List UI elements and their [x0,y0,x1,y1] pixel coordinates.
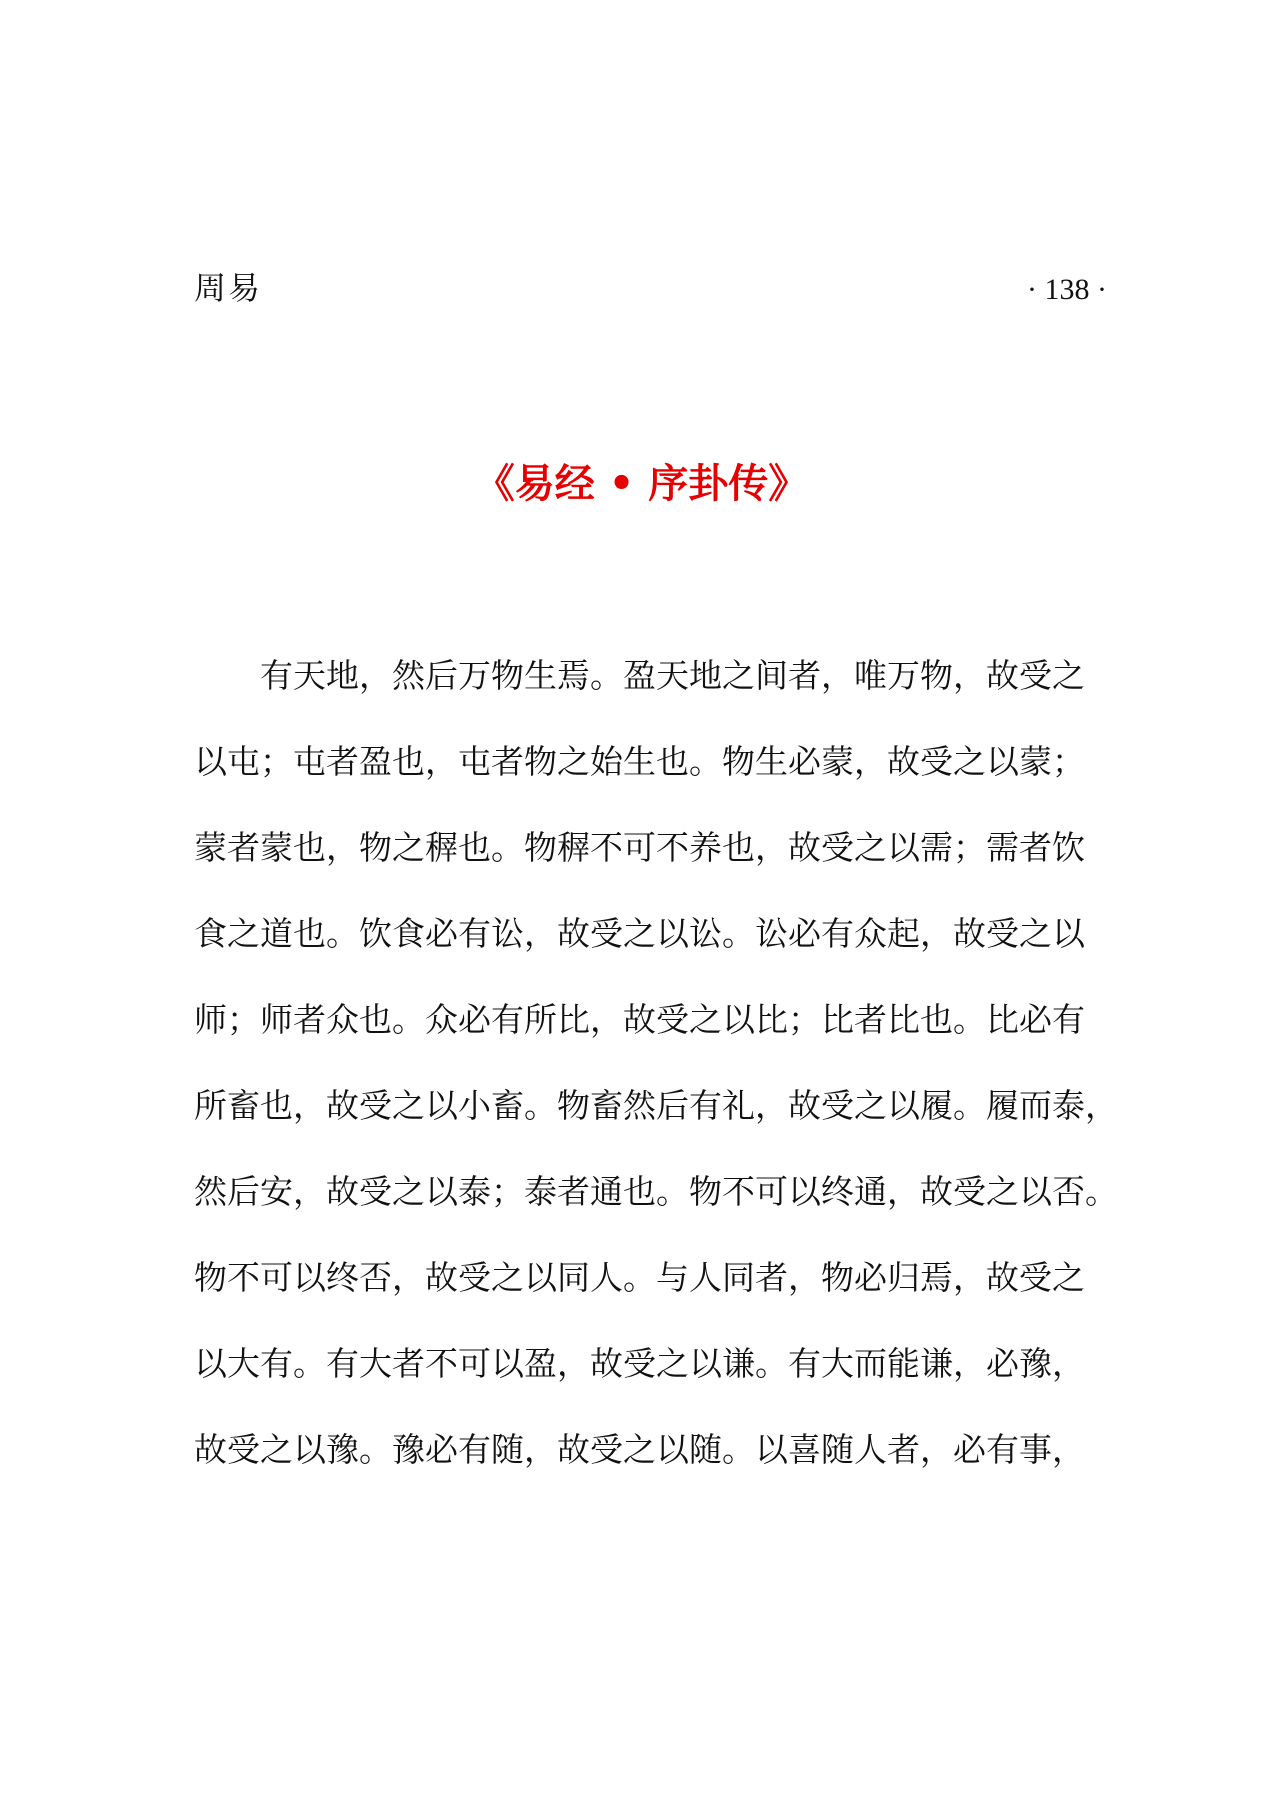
text-line: 故受之以豫。豫必有随，故受之以随。以喜随人者，必有事， [194,1430,1085,1469]
text-line: 食之道也。饮食必有讼，故受之以讼。讼必有众起，故受之以 [194,914,1085,953]
text-line: 以屯；屯者盈也，屯者物之始生也。物生必蒙，故受之以蒙； [194,742,1085,781]
text-line: 以大有。有大者不可以盈，故受之以谦。有大而能谦，必豫， [194,1344,1085,1383]
page-number: · 138 · [1027,273,1107,306]
body-paragraph [194,646,1118,1506]
running-header-book-title: 周易 [194,269,263,307]
text-line: 所畜也，故受之以小畜。物畜然后有礼，故受之以履。履而泰， [194,1086,1118,1125]
text-line: 物不可以终否，故受之以同人。与人同者，物必归焉，故受之 [194,1258,1085,1297]
text-line: 蒙者蒙也，物之稺也。物稺不可不养也，故受之以需；需者饮 [194,828,1085,867]
text-line: 师；师者众也。众必有所比，故受之以比；比者比也。比必有 [194,1000,1085,1039]
text-line: 有天地，然后万物生焉。盈天地之间者，唯万物，故受之 [260,656,1085,695]
text-line: 然后安，故受之以泰；泰者通也。物不可以终通，故受之以否。 [194,1172,1118,1211]
chapter-title: 《易经 • 序卦传》 [474,461,809,507]
